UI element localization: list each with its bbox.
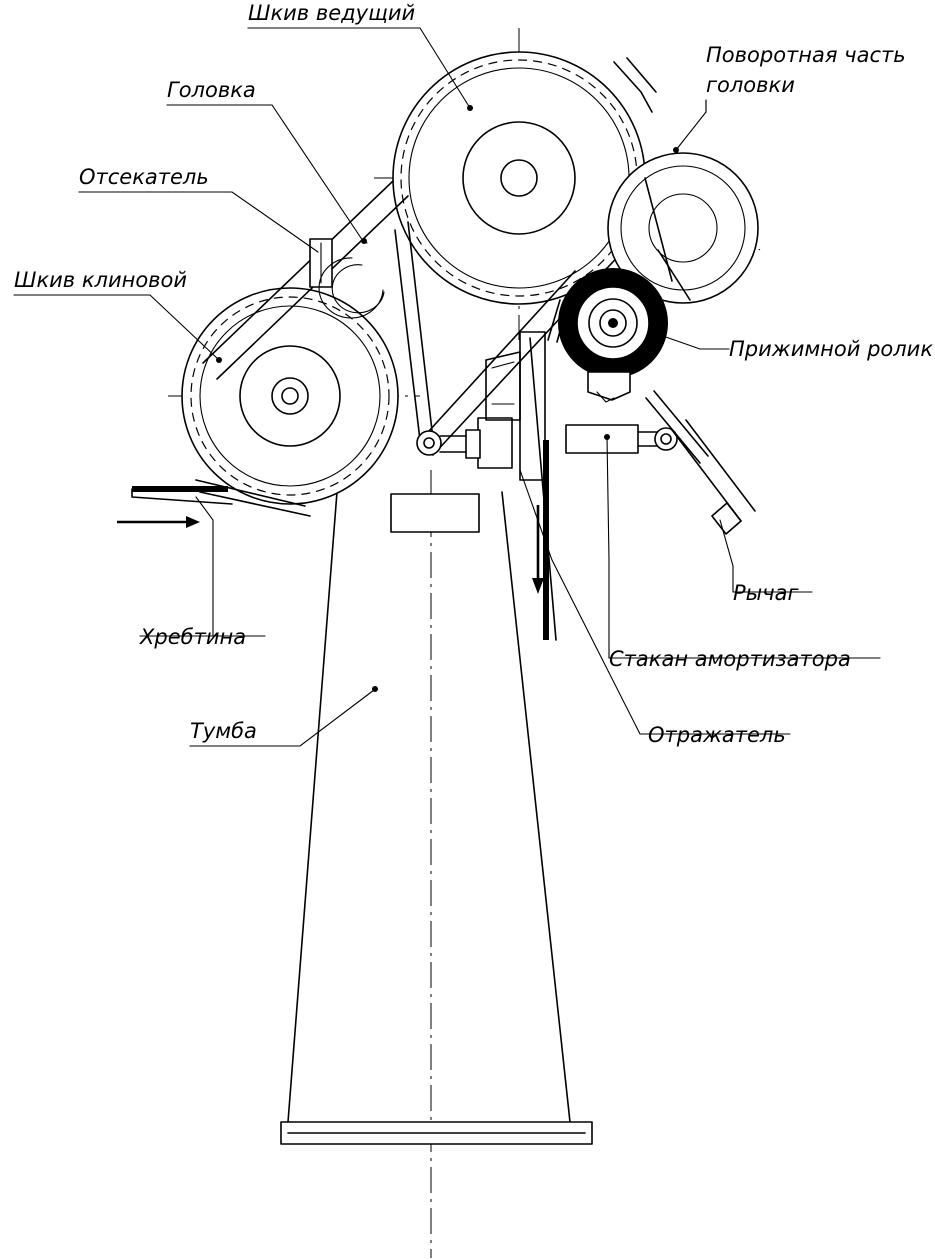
label-prizhimnoy-rolik: Прижимной ролик (729, 337, 934, 361)
label-golovka: Головка (167, 78, 256, 102)
label-rychag: Рычаг (733, 581, 799, 605)
flow-arrow-icon (117, 516, 200, 528)
pressure-roller (558, 268, 668, 402)
label-povorotnaya-chast-line1: Поворотная часть (706, 43, 906, 67)
label-hrebtina: Хребтина (140, 625, 247, 649)
label-shkiv-klinovoy: Шкив клиновой (14, 268, 188, 292)
label-povorotnaya-chast-line2: головки (706, 73, 795, 97)
v-belt-pulley (182, 288, 398, 504)
down-arrow-icon (532, 505, 544, 594)
label-tumba: Тумба (190, 719, 257, 743)
column-box (391, 494, 479, 532)
label-shkiv-vedushchiy: Шкив ведущий (248, 1, 416, 25)
lever-rychag (646, 391, 755, 534)
label-otrazhatel: Отражатель (648, 723, 786, 747)
label-stakan-amortizatora: Стакан амортизатора (609, 647, 851, 671)
drive-pulley (393, 52, 645, 304)
label-otsekatel: Отсекатель (79, 165, 209, 189)
